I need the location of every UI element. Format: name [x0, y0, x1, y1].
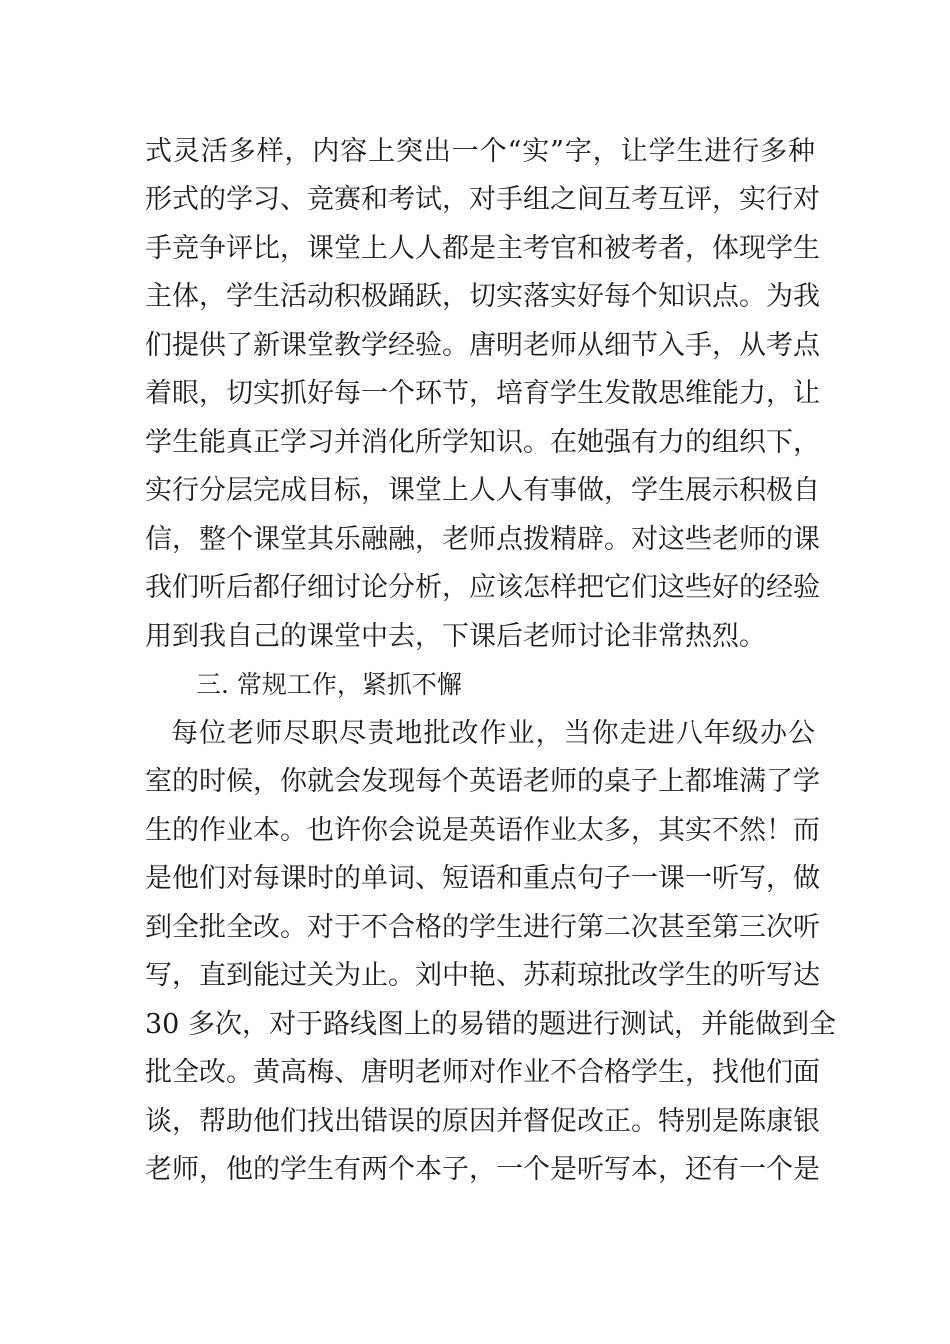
text-line: 手竞争评比，课堂上人人都是主考官和被考者，体现学生 — [145, 233, 820, 264]
text-line: 式灵活多样，内容上突出一个“实”字，让学生进行多种 — [145, 136, 815, 167]
text-line: 着眼，切实抓好每一个环节，培育学生发散思维能力，让 — [145, 378, 820, 409]
text-line-paragraph-end: 用到我自己的课堂中去，下课后老师讨论非常热烈。 — [145, 621, 766, 652]
text-line: 主体，学生活动积极踊跃，切实落实好每个知识点。为我 — [145, 281, 820, 312]
text-line: 生的作业本。也许你会说是英语作业太多，其实不然！而 — [145, 815, 820, 846]
text-line: 们提供了新课堂教学经验。唐明老师从细节入手，从考点 — [145, 330, 820, 361]
text-line: 室的时候，你就会发现每个英语老师的桌子上都堆满了学 — [145, 766, 820, 797]
text-line: 信，整个课堂其乐融融，老师点拨精辟。对这些老师的课 — [145, 524, 820, 555]
text-line: 老师，他的学生有两个本子，一个是听写本，还有一个是 — [145, 1154, 820, 1185]
section-heading: 三. 常规工作，紧抓不懈 — [196, 670, 462, 699]
text-line: 是他们对每课时的单词、短语和重点句子一课一听写，做 — [145, 863, 820, 894]
text-line-paragraph-start: 每位老师尽职尽责地批改作业，当你走进八年级办公 — [171, 718, 815, 749]
text-line: 批全改。黄高梅、唐明老师对作业不合格学生，找他们面 — [145, 1057, 820, 1088]
text-line: 形式的学习、竞赛和考试，对手组之间互考互评，实行对 — [145, 184, 820, 215]
text-line: 实行分层完成目标，课堂上人人有事做，学生展示积极自 — [145, 475, 820, 506]
text-line: 我们听后都仔细讨论分析，应该怎样把它们这些好的经验 — [145, 572, 820, 603]
text-line: 学生能真正学习并消化所学知识。在她强有力的组织下， — [145, 427, 820, 458]
text-line: 30 多次，对于路线图上的易错的题进行测试，并能做到全 — [145, 1009, 836, 1040]
text-line: 写，直到能过关为止。刘中艳、苏莉琼批改学生的听写达 — [145, 960, 820, 991]
text-line: 谈，帮助他们找出错误的原因并督促改正。特别是陈康银 — [145, 1106, 820, 1137]
text-line: 到全批全改。对于不合格的学生进行第二次甚至第三次听 — [145, 912, 820, 943]
